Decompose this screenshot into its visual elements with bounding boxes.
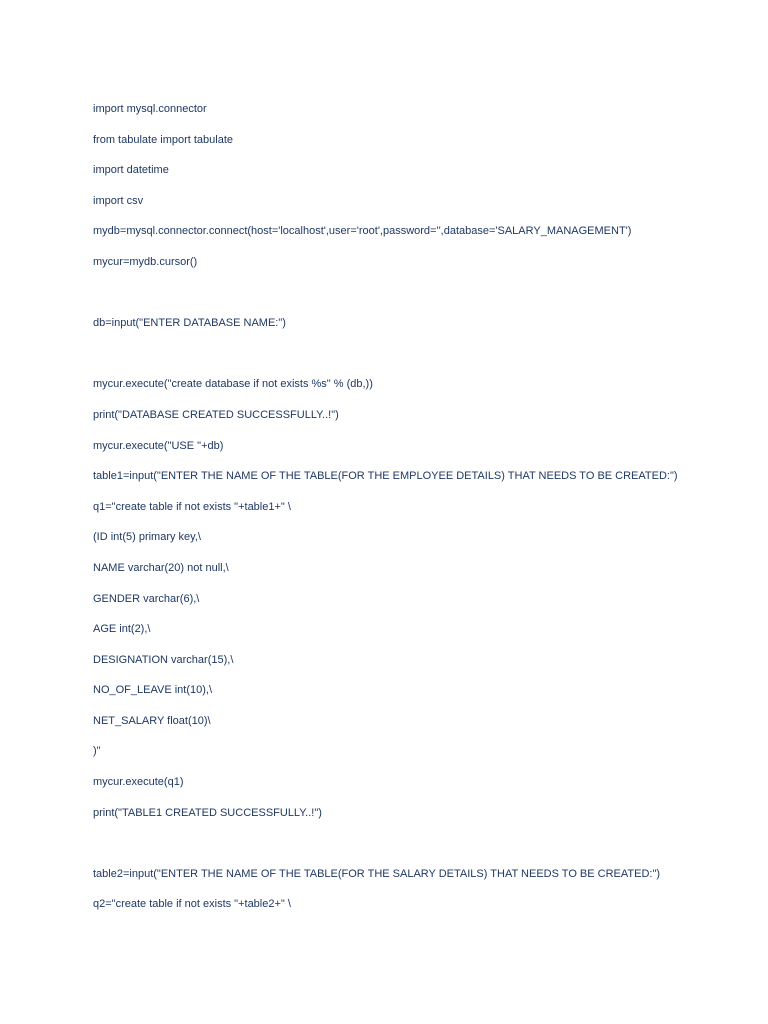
code-line: import mysql.connector [93,103,207,115]
code-line: print("TABLE1 CREATED SUCCESSFULLY..!") [93,806,322,819]
code-line: mycur.execute("USE "+db) [93,439,224,452]
code-line: NET_SALARY float(10)\ [93,714,211,727]
code-line: table1=input("ENTER THE NAME OF THE TABLE(FOR THE EMPLOYEE DETAILS) THAT NEEDS TO BE CREATED:") [93,470,678,483]
code-line: from tabulate import tabulate [93,133,234,146]
code-line: mydb=mysql.connector.connect(host='localhost',user='root',password='',database='SALARY_MANAGEMENT') [93,225,632,238]
code-line: import csv [93,194,144,207]
code-line: DESIGNATION varchar(15),\ [93,653,234,666]
code-line: import datetime [93,164,169,177]
code-line: (ID int(5) primary key,\ [93,531,201,544]
code-line: q1="create table if not exists "+table1+" \ [93,500,291,513]
code-line: mycur=mydb.cursor() [93,255,198,268]
code-line: db=input("ENTER DATABASE NAME:") [93,317,286,330]
code-line: )" [93,745,101,758]
code-line: mycur.execute("create database if not exists %s" % (db,)) [93,378,373,391]
blank-line [93,834,753,865]
code-line: mycur.execute(q1) [93,776,184,789]
code-line: print("DATABASE CREATED SUCCESSFULLY..!") [93,408,339,421]
code-line: AGE int(2),\ [93,623,151,636]
code-line: GENDER varchar(6),\ [93,592,200,605]
code-block [93,100,753,926]
code-line: NAME varchar(20) not null,\ [93,561,229,574]
blank-line [93,345,753,376]
code-line: table2=input("ENTER THE NAME OF THE TABLE(FOR THE SALARY DETAILS) THAT NEEDS TO BE CREATED:") [93,867,661,880]
blank-line [93,284,753,315]
code-line: NO_OF_LEAVE int(10),\ [93,684,213,697]
code-line: q2="create table if not exists "+table2+" \ [93,898,291,911]
